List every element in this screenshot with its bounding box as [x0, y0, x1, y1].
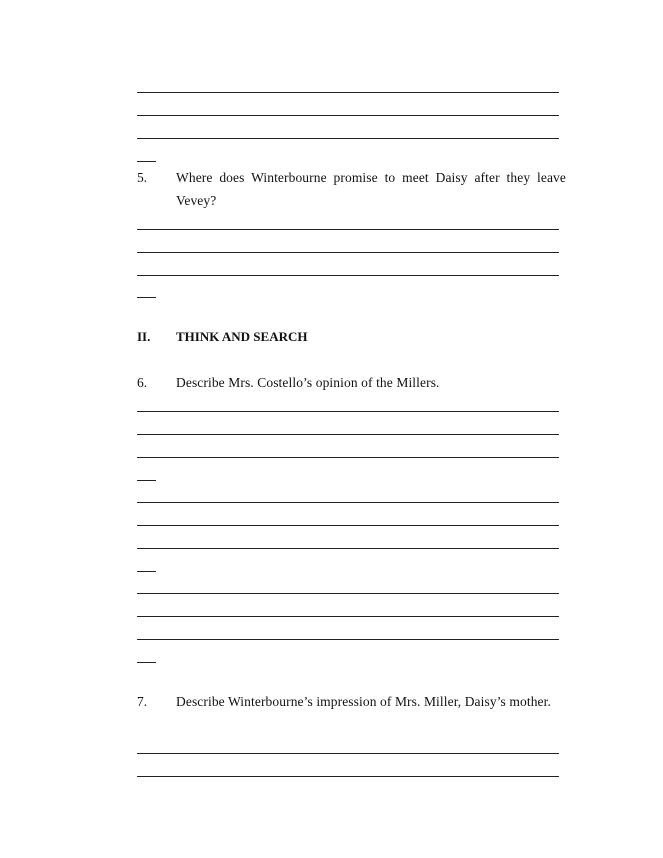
answer-line — [137, 639, 559, 640]
answer-line-stub — [137, 161, 156, 162]
question-7-text: Describe Winterbourne’s impression of Mrs. Miller, Daisy’s mother. — [176, 694, 551, 709]
answer-line — [137, 525, 559, 526]
section-title: THINK AND SEARCH — [176, 329, 308, 344]
answer-line — [137, 92, 559, 93]
answer-line — [137, 616, 559, 617]
answer-line-stub — [137, 662, 156, 663]
answer-line — [137, 138, 559, 139]
question-6-number: 6. — [137, 375, 148, 390]
answer-line — [137, 229, 559, 230]
answer-line — [137, 252, 559, 253]
answer-line — [137, 776, 559, 777]
answer-line — [137, 275, 559, 276]
question-6-text: Describe Mrs. Costello’s opinion of the Millers. — [176, 375, 440, 390]
answer-line — [137, 502, 559, 503]
answer-line — [137, 115, 559, 116]
answer-line — [137, 593, 559, 594]
answer-line — [137, 548, 559, 549]
answer-line — [137, 434, 559, 435]
question-5-text: Where does Winterbourne promise to meet Daisy after they leave Vevey? — [176, 170, 566, 208]
answer-line-stub — [137, 297, 156, 298]
answer-line — [137, 457, 559, 458]
answer-line — [137, 753, 559, 754]
answer-line-stub — [137, 480, 156, 481]
answer-line — [137, 411, 559, 412]
question-5-number: 5. — [137, 170, 148, 185]
question-7-number: 7. — [137, 694, 148, 709]
answer-line-stub — [137, 571, 156, 572]
section-number: II. — [137, 329, 151, 344]
